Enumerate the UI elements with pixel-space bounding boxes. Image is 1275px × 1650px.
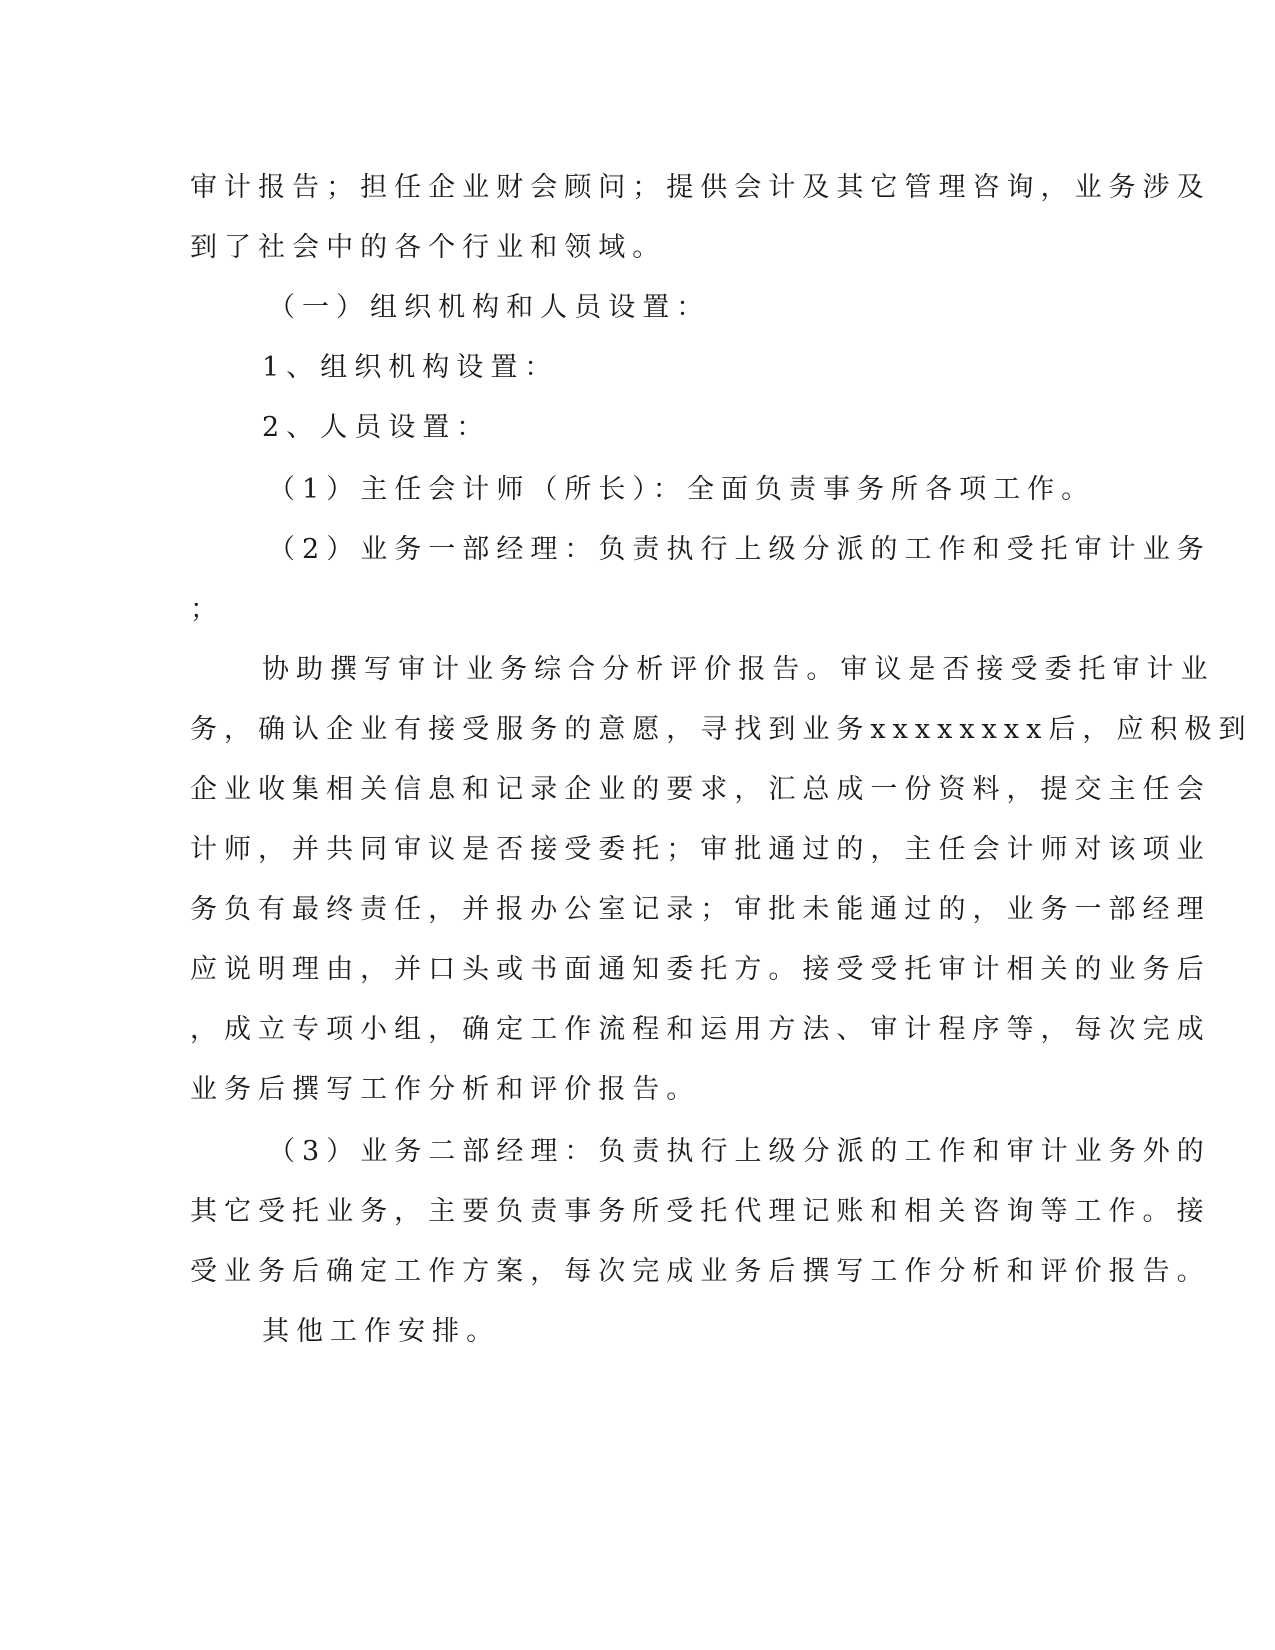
text-line: 审计报告；担任企业财会顾问；提供会计及其它管理咨询，业务涉及 [190, 172, 1211, 203]
text-line: 计师，并共同审议是否接受委托；审批通过的，主任会计师对该项业 [190, 834, 1211, 865]
text-line: （3）业务二部经理：负责执行上级分派的工作和审计业务外的 [268, 1136, 1211, 1167]
text-line: 应说明理由，并口头或书面通知委托方。接受受托审计相关的业务后 [190, 954, 1211, 985]
text-line: 企业收集相关信息和记录企业的要求，汇总成一份资料，提交主任会 [190, 774, 1211, 805]
text-line: 协助撰写审计业务综合分析评价报告。审议是否接受委托审计业 [262, 654, 1215, 685]
text-line: 务，确认企业有接受服务的意愿，寻找到业务xxxxxxxx后，应积极到 [190, 714, 1253, 745]
text-line: 业务后撰写工作分析和评价报告。 [190, 1074, 701, 1105]
text-line: 务负有最终责任，并报办公室记录；审批未能通过的，业务一部经理 [190, 894, 1211, 925]
text-line: 到了社会中的各个行业和领域。 [190, 232, 667, 263]
text-line: ，成立专项小组，确定工作流程和运用方法、审计程序等，每次完成 [190, 1014, 1211, 1045]
text-line: 受业务后确定工作方案，每次完成业务后撰写工作分析和评价报告。 [190, 1256, 1211, 1287]
text-line: ； [190, 594, 225, 625]
text-line: （2）业务一部经理：负责执行上级分派的工作和受托审计业务 [268, 534, 1211, 565]
text-line: 其他工作安排。 [262, 1316, 501, 1347]
section-heading: （一）组织机构和人员设置： [268, 292, 711, 323]
subsection-heading: 2、人员设置： [262, 412, 491, 443]
text-line: 其它受托业务，主要负责事务所受托代理记账和相关咨询等工作。接 [190, 1196, 1211, 1227]
text-line: （1）主任会计师（所长）：全面负责事务所各项工作。 [268, 474, 1096, 505]
subsection-heading: 1、组织机构设置： [262, 352, 559, 383]
